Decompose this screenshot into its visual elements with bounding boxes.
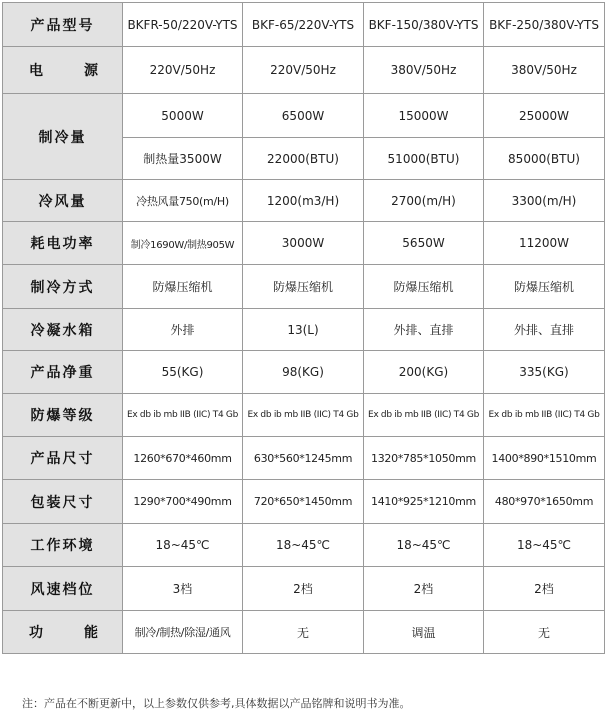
table-cell: 3000W	[243, 222, 364, 265]
label-char: 功	[29, 625, 45, 641]
table-cell: Ex db ib mb IIB (IIC) T4 Gb	[364, 394, 484, 437]
table-cell: 制热量3500W	[123, 138, 243, 180]
table-cell: 720*650*1450mm	[243, 480, 364, 524]
footnote: 注：产品在不断更新中，以上参数仅供参考,具体数据以产品铭牌和说明书为准。	[22, 697, 411, 710]
row-label-power-supply	[3, 47, 123, 94]
row-label-package-size: 包装尺寸	[3, 480, 123, 524]
table-cell: 外排	[123, 309, 243, 351]
table-cell: 2档	[243, 567, 364, 611]
table-cell: 6500W	[243, 94, 364, 138]
table-cell: 1290*700*490mm	[123, 480, 243, 524]
label-char: 电	[29, 63, 45, 79]
row-label-model: 产品型号	[3, 3, 123, 47]
table-cell: 防爆压缩机	[484, 265, 605, 309]
table-cell: Ex db ib mb IIB (IIC) T4 Gb	[123, 394, 243, 437]
table-cell: 无	[243, 611, 364, 654]
table-cell: 51000(BTU)	[364, 138, 484, 180]
table-cell: 55(KG)	[123, 351, 243, 394]
table-cell: 无	[484, 611, 605, 654]
table-cell: 1200(m3/H)	[243, 180, 364, 222]
table-row-function	[3, 611, 605, 654]
table-cell: 1410*925*1210mm	[364, 480, 484, 524]
table-row-model	[3, 3, 605, 47]
table-cell: 335(KG)	[484, 351, 605, 394]
label-char: 源	[84, 63, 100, 79]
table-cell: 1320*785*1050mm	[364, 437, 484, 480]
table-cell: 3300(m/H)	[484, 180, 605, 222]
model-name: BKF-250/380V-YTS	[484, 3, 605, 47]
table-cell: 220V/50Hz	[123, 47, 243, 94]
table-row-cooling-method	[3, 265, 605, 309]
table-cell: 外排、直排	[484, 309, 605, 351]
row-label-environment: 工作环境	[3, 524, 123, 567]
table-cell: 外排、直排	[364, 309, 484, 351]
table-cell: 85000(BTU)	[484, 138, 605, 180]
table-row-water-tank	[3, 309, 605, 351]
table-row-product-size	[3, 437, 605, 480]
row-label-explosion-grade: 防爆等级	[3, 394, 123, 437]
table-cell: 制冷1690W/制热905W	[123, 222, 243, 265]
spec-table	[2, 2, 605, 654]
table-cell: 2档	[364, 567, 484, 611]
table-row-airflow	[3, 180, 605, 222]
row-label-power-consumption: 耗电功率	[3, 222, 123, 265]
table-cell: 380V/50Hz	[484, 47, 605, 94]
table-cell: Ex db ib mb IIB (IIC) T4 Gb	[243, 394, 364, 437]
row-label-function	[3, 611, 123, 654]
table-row-fan-speed	[3, 567, 605, 611]
table-cell: 25000W	[484, 94, 605, 138]
table-cell: 200(KG)	[364, 351, 484, 394]
table-cell: Ex db ib mb IIB (IIC) T4 Gb	[484, 394, 605, 437]
table-row-package-size	[3, 480, 605, 524]
table-row-explosion-grade	[3, 394, 605, 437]
model-name: BKF-65/220V-YTS	[243, 3, 364, 47]
table-cell: 防爆压缩机	[123, 265, 243, 309]
row-label-water-tank: 冷凝水箱	[3, 309, 123, 351]
table-cell: 5000W	[123, 94, 243, 138]
table-cell: 防爆压缩机	[364, 265, 484, 309]
label-char: 能	[84, 625, 100, 641]
model-name: BKF-150/380V-YTS	[364, 3, 484, 47]
table-cell: 630*560*1245mm	[243, 437, 364, 480]
row-label-net-weight: 产品净重	[3, 351, 123, 394]
table-cell: 15000W	[364, 94, 484, 138]
row-label-airflow: 冷风量	[3, 180, 123, 222]
table-row-power-consumption	[3, 222, 605, 265]
table-cell: 18~45℃	[243, 524, 364, 567]
table-cell: 98(KG)	[243, 351, 364, 394]
table-cell: 冷热风量750(m/H)	[123, 180, 243, 222]
row-label-cooling-capacity: 制冷量	[3, 94, 123, 180]
table-cell: 220V/50Hz	[243, 47, 364, 94]
table-cell: 1400*890*1510mm	[484, 437, 605, 480]
table-cell: 380V/50Hz	[364, 47, 484, 94]
model-name: BKFR-50/220V-YTS	[123, 3, 243, 47]
table-row-power-supply	[3, 47, 605, 94]
table-cell: 11200W	[484, 222, 605, 265]
table-cell: 22000(BTU)	[243, 138, 364, 180]
table-cell: 调温	[364, 611, 484, 654]
table-cell: 制冷/制热/除湿/通风	[123, 611, 243, 654]
table-cell: 18~45℃	[123, 524, 243, 567]
table-cell: 1260*670*460mm	[123, 437, 243, 480]
table-row-net-weight	[3, 351, 605, 394]
table-cell: 2档	[484, 567, 605, 611]
row-label-fan-speed: 风速档位	[3, 567, 123, 611]
table-cell: 3档	[123, 567, 243, 611]
table-row-cooling-capacity	[3, 94, 605, 138]
table-cell: 18~45℃	[364, 524, 484, 567]
table-cell: 2700(m/H)	[364, 180, 484, 222]
table-cell: 13(L)	[243, 309, 364, 351]
table-cell: 防爆压缩机	[243, 265, 364, 309]
table-cell: 480*970*1650mm	[484, 480, 605, 524]
table-cell: 5650W	[364, 222, 484, 265]
table-row-environment	[3, 524, 605, 567]
row-label-cooling-method: 制冷方式	[3, 265, 123, 309]
row-label-product-size: 产品尺寸	[3, 437, 123, 480]
table-cell: 18~45℃	[484, 524, 605, 567]
